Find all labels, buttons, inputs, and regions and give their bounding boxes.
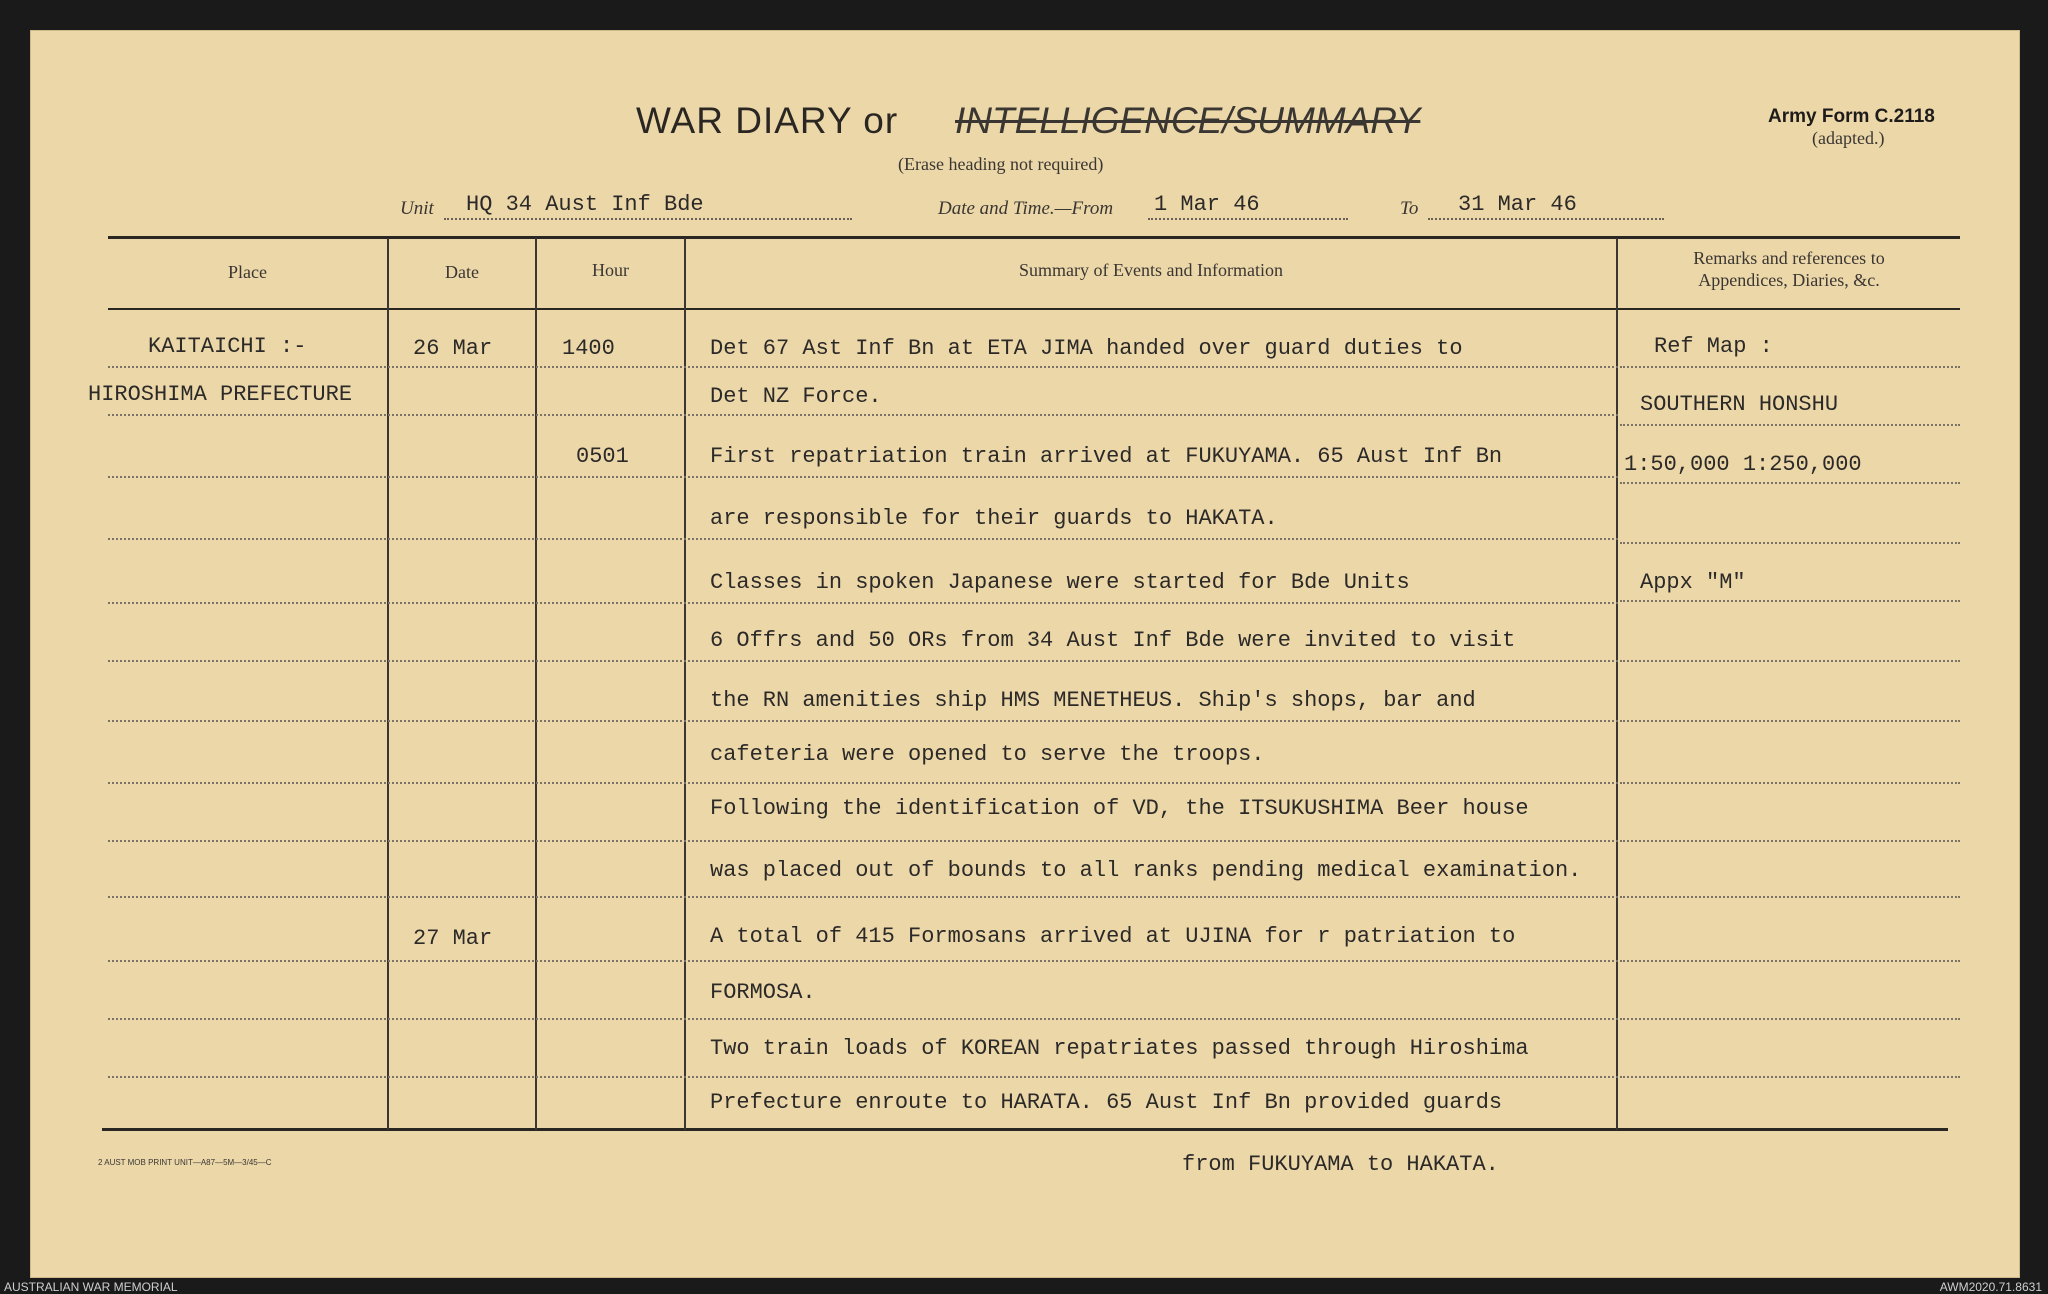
remarks-ref-map: Ref Map : [1654, 334, 1773, 359]
remarks-ruled-line [1620, 542, 1960, 544]
place-entry: KAITAICHI :- [148, 334, 307, 359]
to-field [1428, 192, 1664, 220]
summary-line: Det 67 Ast Inf Bn at ETA JIMA handed over guard duties to [710, 336, 1463, 361]
remarks-ruled-line [1620, 424, 1960, 426]
column-divider-hour [684, 238, 686, 1130]
column-header-date: Date [445, 262, 479, 282]
ruled-line [108, 602, 1618, 604]
summary-line: Prefecture enroute to HARATA. 65 Aust Inf Bn provided guards [710, 1090, 1503, 1115]
date-from-label: Date and Time.—From [938, 198, 1114, 219]
remarks-region: SOUTHERN HONSHU [1640, 392, 1839, 417]
summary-line: are responsible for their guards to HAKATA. [710, 506, 1278, 531]
table-bottom-rule [102, 1128, 1948, 1131]
ruled-line [108, 840, 1618, 842]
summary-line: First repatriation train arrived at FUKUYAMA. 65 Aust Inf Bn [710, 444, 1503, 469]
column-divider-place [387, 238, 389, 1130]
print-code: 2 AUST MOB PRINT UNIT—A87—5M—3/45—C [98, 1158, 272, 1167]
ruled-line [108, 414, 1618, 416]
date-entry: 26 Mar [413, 336, 493, 361]
war-diary-sheet [30, 30, 2020, 1278]
remarks-ruled-line [1620, 600, 1960, 602]
remarks-ruled-line [1620, 482, 1960, 484]
column-divider-date [535, 238, 537, 1130]
column-header-remarks-line2: Appendices, Diaries, &c. [1698, 270, 1880, 290]
column-header-hour: Hour [592, 260, 629, 280]
hour-entry: 0501 [576, 444, 629, 469]
header-bottom-rule [108, 308, 1960, 310]
from-field [1148, 192, 1348, 220]
date-to-label: To [1400, 198, 1419, 219]
remarks-ruled-line [1620, 896, 1960, 898]
remarks-ruled-line [1620, 720, 1960, 722]
column-header-summary: Summary of Events and Information [1019, 260, 1283, 280]
summary-line: was placed out of bounds to all ranks pending medical examination. [710, 858, 1582, 883]
continuation-line: from FUKUYAMA to HAKATA. [1182, 1152, 1499, 1177]
summary-line: Following the identification of VD, the ITSUKUSHIMA Beer house [710, 796, 1529, 821]
summary-line: 6 Offrs and 50 ORs from 34 Aust Inf Bde were invited to visit [710, 628, 1516, 653]
remarks-ruled-line [1620, 840, 1960, 842]
summary-line: A total of 415 Formosans arrived at UJINA for r patriation to [710, 924, 1516, 949]
remarks-ruled-line [1620, 782, 1960, 784]
unit-field [444, 192, 852, 220]
ruled-line [108, 896, 1618, 898]
remarks-ruled-line [1620, 366, 1960, 368]
place-entry: HIROSHIMA PREFECTURE [88, 382, 353, 407]
title-war-diary: WAR DIARY or [636, 100, 899, 141]
column-divider-summary [1616, 238, 1618, 1130]
form-adapted: (adapted.) [1812, 128, 1885, 148]
erase-note: (Erase heading not required) [898, 154, 1104, 174]
ruled-line [108, 1018, 1618, 1020]
unit-value: HQ 34 Aust Inf Bde [466, 192, 704, 217]
column-header-place: Place [228, 262, 267, 282]
summary-line: Two train loads of KOREAN repatriates passed through Hiroshima [710, 1036, 1529, 1061]
remarks-ruled-line [1620, 1076, 1960, 1078]
archive-accession-number: AWM2020.71.8631 [1939, 1280, 2042, 1294]
ruled-line [108, 1076, 1618, 1078]
form-reference: Army Form C.2118 [1768, 106, 1935, 127]
date-entry: 27 Mar [413, 926, 493, 951]
archive-credit: AUSTRALIAN WAR MEMORIAL [4, 1280, 178, 1294]
from-value: 1 Mar 46 [1154, 192, 1260, 217]
ruled-line [108, 720, 1618, 722]
ruled-line [108, 476, 1618, 478]
ruled-line [108, 782, 1618, 784]
remarks-ruled-line [1620, 960, 1960, 962]
summary-line: cafeteria were opened to serve the troops. [710, 742, 1265, 767]
title-struck-heading: INTELLIGENCE/SUMMARY [955, 100, 1421, 141]
to-value: 31 Mar 46 [1458, 192, 1577, 217]
remarks-ruled-line [1620, 660, 1960, 662]
ruled-line [108, 366, 1618, 368]
remarks-ruled-line [1620, 1018, 1960, 1020]
remarks-scales: 1:50,000 1:250,000 [1624, 452, 1862, 477]
unit-label: Unit [400, 198, 434, 219]
ruled-line [108, 960, 1618, 962]
remarks-appendix: Appx "M" [1640, 570, 1746, 595]
summary-line: FORMOSA. [710, 980, 816, 1005]
column-header-remarks-line1: Remarks and references to [1693, 248, 1885, 268]
ruled-line [108, 538, 1618, 540]
ruled-line [108, 660, 1618, 662]
summary-line: Classes in spoken Japanese were started for Bde Units [710, 570, 1410, 595]
hour-entry: 1400 [562, 336, 615, 361]
summary-line: the RN amenities ship HMS MENETHEUS. Ship's shops, bar and [710, 688, 1476, 713]
table-top-rule [108, 236, 1960, 239]
summary-line: Det NZ Force. [710, 384, 882, 409]
